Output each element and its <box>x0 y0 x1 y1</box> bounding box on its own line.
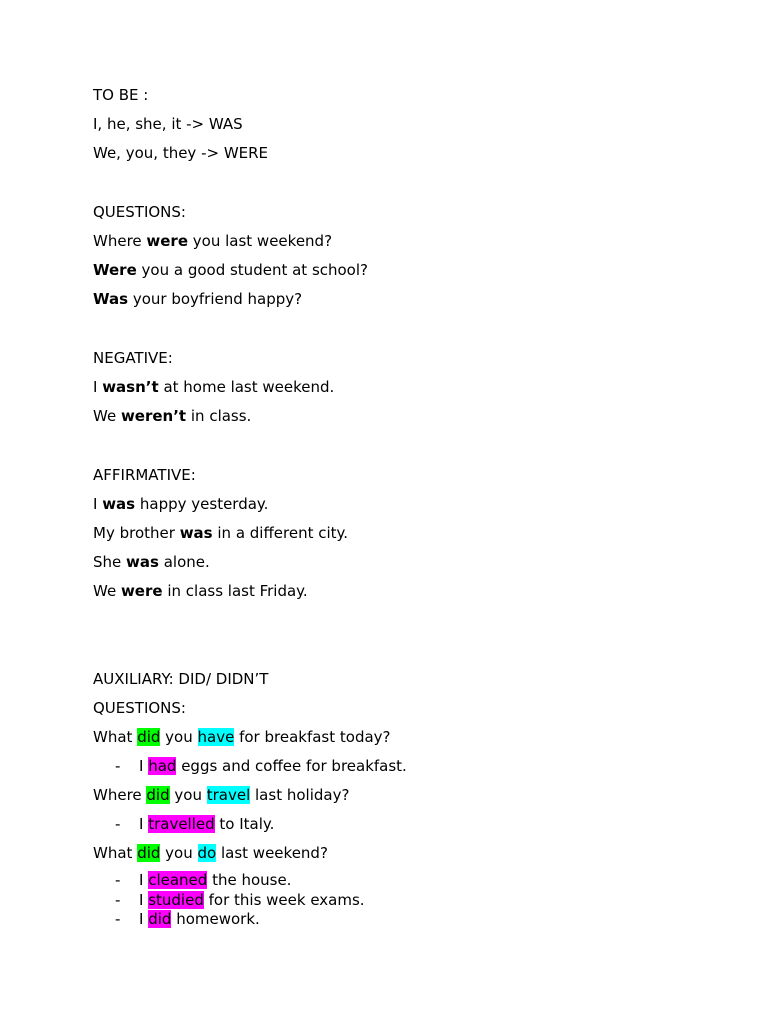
text-span: alone. <box>158 553 210 571</box>
text-span: My brother <box>93 524 180 542</box>
text-span: you <box>160 844 198 862</box>
text-span: you last weekend? <box>188 232 333 250</box>
tobe-line-were: We, you, they -> WERE <box>93 144 269 162</box>
tobe-line-was: I, he, she, it -> WAS <box>93 115 243 133</box>
text-span: in a different city. <box>212 524 349 542</box>
spacer <box>93 171 713 201</box>
affirmative-line <box>93 551 713 574</box>
bold-verb: was <box>179 524 213 542</box>
negative-line <box>93 376 713 399</box>
text-span: homework. <box>171 910 260 928</box>
text-span: last weekend? <box>216 844 328 862</box>
document-page <box>93 84 713 930</box>
bold-verb: weren’t <box>120 407 187 425</box>
text-span: Where <box>93 786 147 804</box>
bold-verb: Were <box>93 261 137 279</box>
text-span: I <box>139 871 149 889</box>
question-line <box>93 259 713 282</box>
dash-bullet: - <box>115 815 121 833</box>
answer-bullet <box>93 910 713 930</box>
bold-verb: were <box>120 582 163 600</box>
answer-bullet <box>93 755 713 778</box>
text-span: I <box>139 890 149 909</box>
text-span: She <box>93 553 127 571</box>
text-span: in class last Friday. <box>162 582 308 600</box>
affirmative-heading: AFFIRMATIVE: <box>93 466 196 484</box>
text-span: What <box>93 844 138 862</box>
text-span: your boyfriend happy? <box>128 290 303 308</box>
bold-verb: was <box>102 495 136 513</box>
text-span: I <box>93 378 103 396</box>
text-span: eggs and coffee for breakfast. <box>176 757 407 775</box>
text-span: We <box>93 407 121 425</box>
dash-bullet: - <box>115 871 121 889</box>
tobe-heading: TO BE : <box>93 86 149 104</box>
text-span: you <box>169 786 207 804</box>
affirmative-line <box>93 522 713 545</box>
text-span: We <box>93 582 121 600</box>
text-span: for this week exams. <box>203 890 365 909</box>
text-span: the house. <box>207 871 292 889</box>
bold-verb: was <box>126 553 159 571</box>
bold-verb: were <box>146 232 189 250</box>
affirmative-line <box>93 493 713 516</box>
past-verb-highlight: did <box>148 910 172 928</box>
aux-highlight: did <box>137 728 161 746</box>
dash-bullet: - <box>115 757 121 775</box>
text-span: Where <box>93 232 147 250</box>
text-span: you a good student at school? <box>136 261 368 279</box>
past-verb-highlight: cleaned <box>148 871 208 889</box>
aux-highlight: did <box>137 844 161 862</box>
negative-line <box>93 405 713 428</box>
aux-question-line <box>93 726 713 749</box>
past-verb-highlight: studied <box>148 890 204 909</box>
dash-bullet: - <box>115 910 121 928</box>
question-line <box>93 288 713 311</box>
text-span: happy yesterday. <box>135 495 269 513</box>
dash-bullet: - <box>115 890 121 909</box>
past-verb-highlight: travelled <box>148 815 215 833</box>
text-span: at home last weekend. <box>158 378 335 396</box>
aux-highlight: did <box>146 786 170 804</box>
negative-heading: NEGATIVE: <box>93 349 173 367</box>
text-span: What <box>93 728 138 746</box>
text-span: I <box>93 495 103 513</box>
text-span: in class. <box>186 407 252 425</box>
answer-bullet <box>93 871 713 891</box>
aux-question-line <box>93 784 713 807</box>
questions-heading: QUESTIONS: <box>93 203 186 221</box>
text-span: I <box>139 757 149 775</box>
text-span: you <box>160 728 198 746</box>
text-span: for breakfast today? <box>234 728 391 746</box>
affirmative-line <box>93 580 713 603</box>
text-span: I <box>139 910 149 928</box>
spacer <box>93 609 713 668</box>
text-span: to Italy. <box>214 815 275 833</box>
aux-question-line <box>93 842 713 865</box>
auxiliary-questions-heading: QUESTIONS: <box>93 699 186 717</box>
spacer <box>93 317 713 347</box>
bold-verb: Was <box>93 290 129 308</box>
past-verb-highlight: had <box>148 757 177 775</box>
answer-bullet <box>93 813 713 836</box>
text-span: I <box>139 815 149 833</box>
base-verb-highlight: do <box>197 844 217 862</box>
question-line <box>93 230 713 253</box>
text-span: last holiday? <box>250 786 350 804</box>
base-verb-highlight: have <box>197 728 235 746</box>
base-verb-highlight: travel <box>206 786 251 804</box>
answer-bullet <box>93 891 713 911</box>
auxiliary-heading: AUXILIARY: DID/ DIDN’T <box>93 670 269 688</box>
spacer <box>93 434 713 464</box>
bold-verb: wasn’t <box>102 378 159 396</box>
